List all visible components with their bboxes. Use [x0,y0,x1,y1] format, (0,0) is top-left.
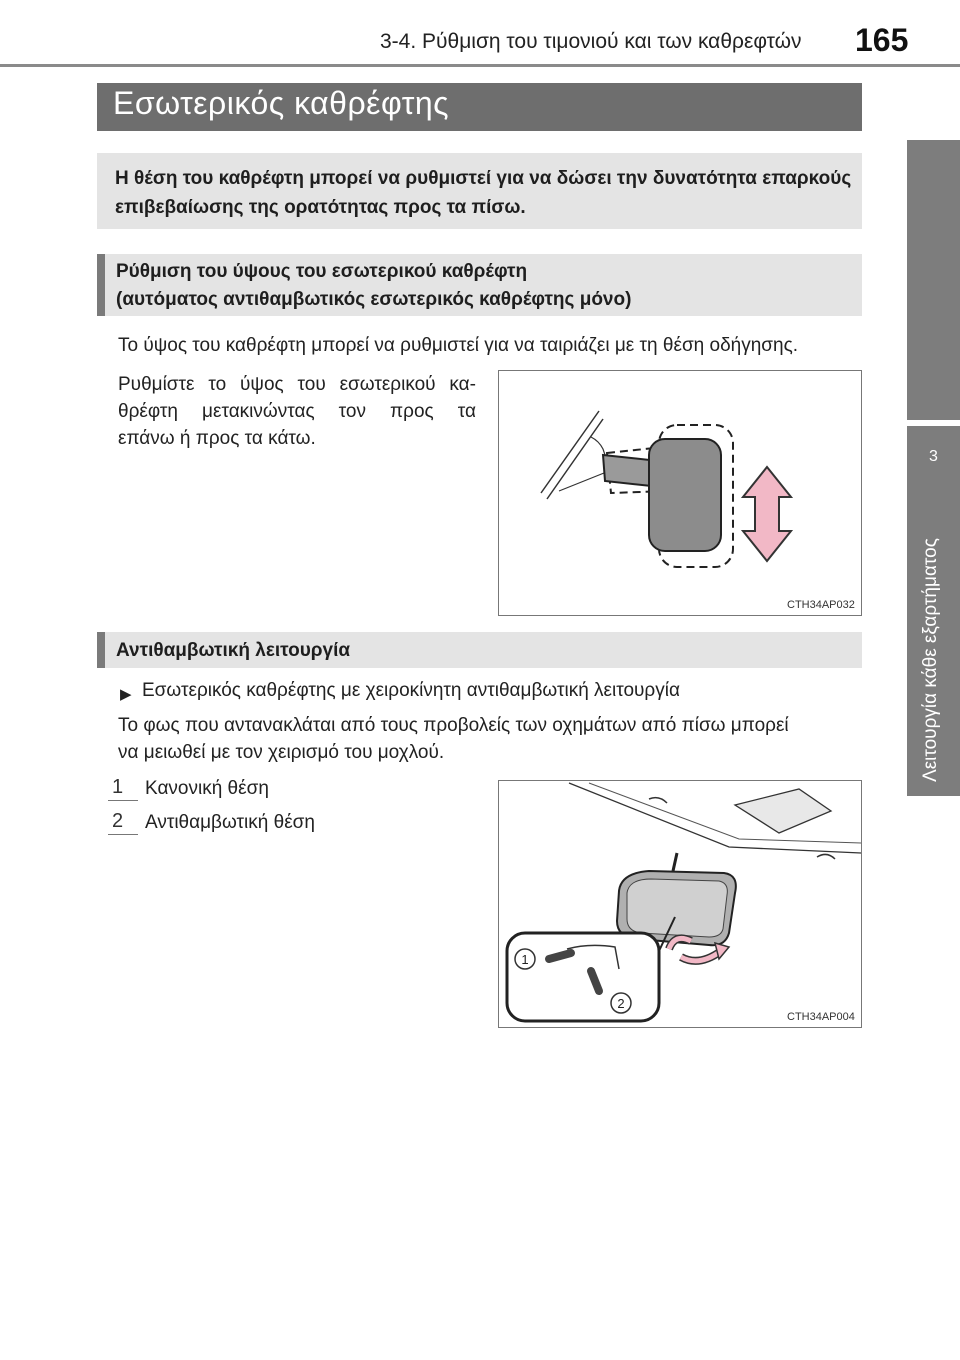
side-tab-top [907,140,960,420]
bullet-icon: ▶ [120,686,132,703]
item-number-2-underline [108,834,138,835]
side-tab-chapter-label: Λειτουργία κάθε εξαρτήματος [920,538,941,782]
mirror-height-figure [498,370,862,616]
up-down-arrow-icon [743,467,791,561]
mount-lower-outline [559,471,609,491]
figure-code: CTH34AP032 [787,599,855,611]
height-adjust-paragraph: Το ύψος του καθρέφτη μπορεί να ρυθμιστεί για να ταιριάζει με τη θέση οδήγησης. [118,335,799,356]
height-adjust-heading-line1: Ρύθμιση του ύψους του εσωτερικού καθρέφτη [116,261,528,282]
item-label-anti-glare-position: Αντιθαμβωτική θέση [145,812,315,833]
section-title: Εσωτερικός καθρέφτης [113,85,450,121]
item-number-1-text: 1 [112,776,124,798]
mirror-glass [627,879,727,937]
mirror-height-illustration [499,371,861,615]
item-label-normal-position: Κανονική θέση [145,778,269,799]
height-adjust-instruction-line2: θρέφτη μετακινώντας τον προς τα [118,401,476,422]
anti-glare-paragraph-line1: Το φως που αντανακλάται από τους προβολείς των οχημάτων από πίσω μπορεί [118,715,789,736]
windshield-edge [541,411,599,493]
side-tab-chapter-number: 3 [929,448,938,465]
intro-text: Η θέση του καθρέφτη μπορεί να ρυθμιστεί για να δώσει την δυνατότητα επαρκούς επιβεβαίωσης της ορατότητας προς τα πίσω. [115,168,852,218]
ceiling-line [569,783,861,853]
sunroof-light [735,789,831,833]
item-number-1 [112,776,123,799]
height-adjust-instruction-line3: επάνω ή προς τα κάτω. [118,428,316,449]
mirror-mount [673,853,677,871]
item-number-2 [112,810,123,833]
anti-glare-figure [498,780,862,1028]
figure-code-2: CTH34AP004 [787,1011,855,1023]
item-number-2-text: 2 [112,810,124,832]
windshield-edge-inner [547,419,603,499]
running-header-title: 3-4. Ρύθμιση του τιμονιού και των καθρεφτών [380,30,802,53]
height-adjust-instruction-line1: Ρυθμίστε το ύψος του εσωτερικού κα- [118,374,476,395]
callout-1-label: 1 [521,952,529,967]
anti-glare-heading: Αντιθαμβωτική λειτουργία [116,640,351,661]
item-number-1-underline [108,800,138,801]
ceiling-hook [649,798,667,803]
ceiling-hook-2 [817,854,835,859]
height-adjust-heading-line2: (αυτόματος αντιθαμβωτικός εσωτερικός καθρέφτης μόνο) [116,289,632,310]
header-rule [0,64,960,67]
mirror-body [649,439,721,551]
page-number: 165 [855,22,909,58]
anti-glare-illustration [499,781,861,1027]
callout-2-label: 2 [617,996,625,1011]
anti-glare-paragraph-line2: να μειωθεί με τον χειρισμό του μοχλού. [118,742,445,763]
anti-glare-bullet-text: Εσωτερικός καθρέφτης με χειροκίνητη αντιθαμβωτική λειτουργία [142,680,680,701]
